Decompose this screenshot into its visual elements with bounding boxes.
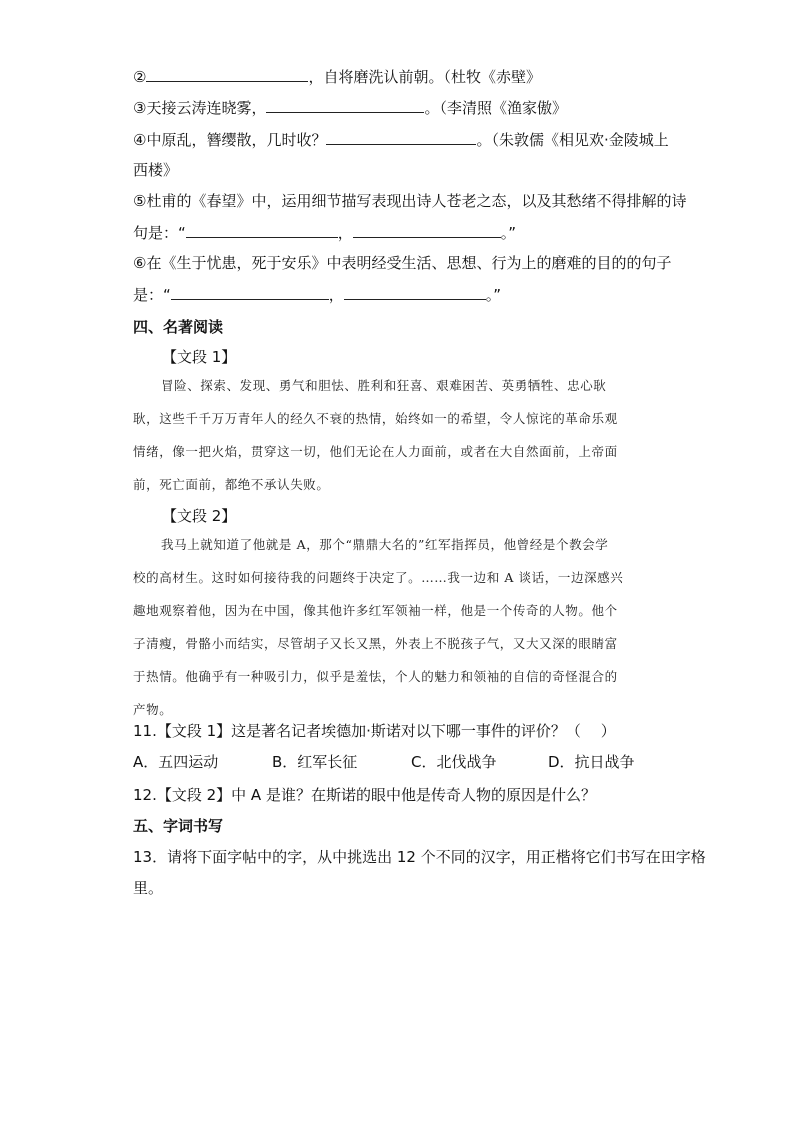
item-text: ， [337, 224, 353, 242]
answer-blank[interactable] [353, 222, 501, 238]
passage-line: 校的高材生。这时如何接待我的问题终于决定了。……我一边和 A 谈话，一边深感兴 [133, 570, 624, 585]
question-13: 13．请将下面字帖中的字，从中挑选出 12 个不同的汉字，用正楷将它们书写在田字格 [133, 848, 706, 866]
question-11: 11.【文段 1】这是著名记者埃德加·斯诺对以下哪一事件的评价？（ ） [133, 722, 616, 740]
item-text: ，自将磨洗认前朝。（杜牧《赤壁》 [308, 68, 541, 86]
item-text: 是：“ [133, 286, 171, 304]
poetry-item-4-cont: 西楼》 [133, 161, 179, 179]
question-12: 12.【文段 2】中 A 是谁？在斯诺的眼中他是传奇人物的原因是什么？ [133, 786, 596, 804]
poetry-item-5-answer [133, 222, 516, 243]
answer-blank[interactable] [171, 284, 329, 300]
question-13-cont: 里。 [133, 879, 164, 897]
item-text: 。（李清照《渔家傲》 [424, 99, 567, 117]
answer-blank[interactable] [186, 222, 338, 238]
item-text: ④中原乱，簪缨散，几时收？ [133, 131, 327, 149]
poetry-item-6-answer [133, 284, 501, 305]
answer-blank[interactable] [266, 97, 424, 113]
passage-line: 子清瘦，骨骼小而结实，尽管胡子又长又黑，外表上不脱孩子气，又大又深的眼睛富 [133, 636, 618, 651]
passage-line: 趣地观察着他，因为在中国，像其他许多红军领袖一样，他是一个传奇的人物。他个 [133, 603, 618, 618]
answer-blank[interactable] [344, 284, 486, 300]
passage-line: 产物。 [133, 702, 173, 717]
option-b[interactable]: B．红军长征 [272, 753, 358, 771]
poetry-item-6: ⑥在《生于忧患，死于安乐》中表明经受生活、思想、行为上的磨难的目的的句子 [133, 254, 672, 272]
item-text: 。（朱敦儒《相见欢·金陵城上 [476, 131, 669, 149]
poetry-item-2 [133, 66, 541, 87]
passage-line: 前，死亡面前，都绝不承认失败。 [133, 477, 330, 492]
poetry-item-5: ⑤杜甫的《春望》中，运用细节描写表现出诗人苍老之态，以及其愁绪不得排解的诗 [133, 192, 687, 210]
poetry-item-4 [133, 129, 669, 150]
option-d[interactable]: D．抗日战争 [548, 753, 635, 771]
poetry-item-3 [133, 97, 567, 118]
passage-line: 于热情。他确乎有一种吸引力，似乎是羞怯，个人的魅力和领袖的自信的奇怪混合的 [133, 669, 618, 684]
section-heading: 四、名著阅读 [133, 318, 224, 336]
item-text: ， [328, 286, 344, 304]
passage-line: 情绪，像一把火焰，贯穿这一切，他们无论在人力面前，或者在大自然面前，上帝面 [133, 444, 618, 459]
answer-blank[interactable] [146, 66, 308, 82]
passage-label: 【文段 1】 [162, 348, 237, 366]
passage-label: 【文段 2】 [162, 507, 237, 525]
item-number: ② [133, 68, 147, 86]
item-text: 句是：“ [133, 224, 186, 242]
passage-line: 冒险、探索、发现、勇气和胆怯、胜利和狂喜、艰难困苦、英勇牺牲、忠心耿 [161, 378, 607, 393]
option-c[interactable]: C．北伐战争 [411, 753, 497, 771]
item-text: ③天接云涛连晓雾， [133, 99, 267, 117]
section-heading: 五、字词书写 [133, 817, 224, 835]
passage-line: 我马上就知道了他就是 A，那个“鼎鼎大名的”红军指挥员，他曾经是个教会学 [161, 537, 609, 552]
answer-blank[interactable] [326, 129, 476, 145]
item-text: 。” [500, 224, 517, 242]
passage-line: 耿，这些千千万万青年人的经久不衰的热情，始终如一的希望，令人惊诧的革命乐观 [133, 411, 618, 426]
option-a[interactable]: A．五四运动 [133, 753, 219, 771]
item-text: 。” [485, 286, 502, 304]
